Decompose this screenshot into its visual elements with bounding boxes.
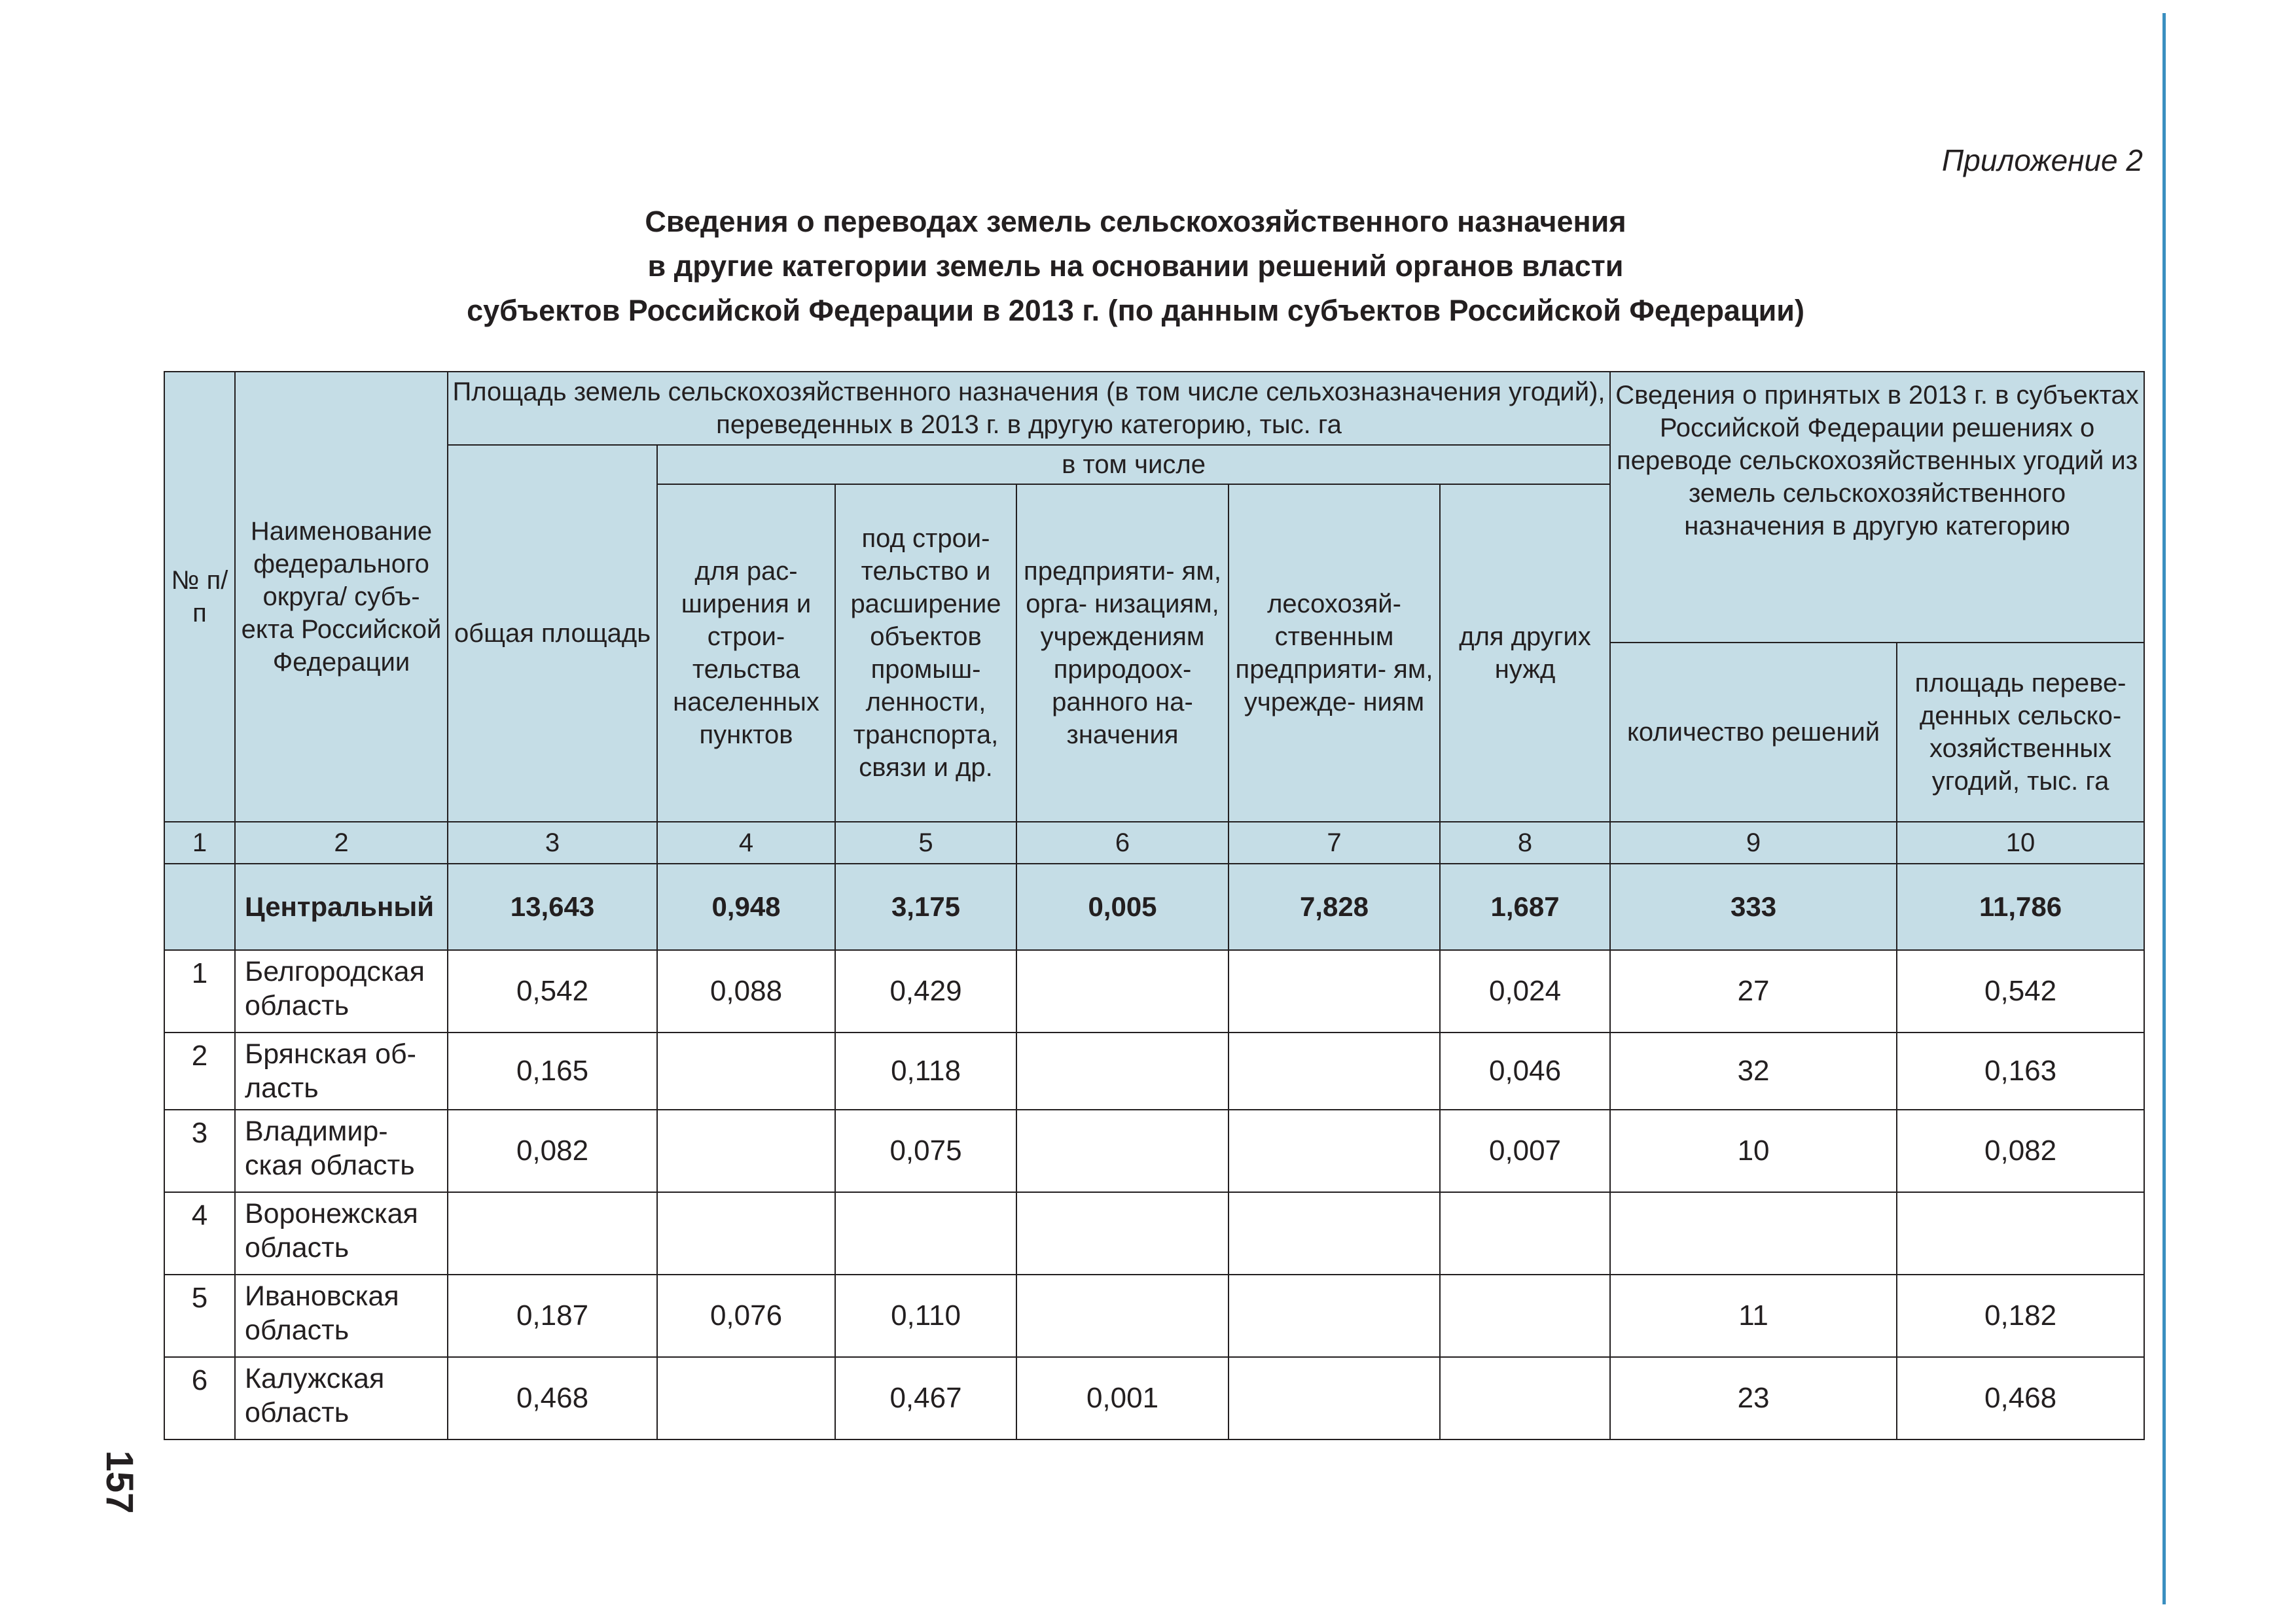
row-industry: 0,110 — [835, 1275, 1016, 1357]
row-decisions-area — [1897, 1192, 2144, 1275]
row-industry — [835, 1192, 1016, 1275]
header-total-area: общая площадь — [448, 445, 657, 822]
district-row — [164, 864, 2144, 950]
header-decisions-group: Сведения о принятых в 2013 г. в субъектах Российской Федерации решениях о переводе сельскохозяйственных угодий из земель сельскохозяйственного назначения в другую категорию — [1610, 372, 2144, 643]
title-line-3: субъектов Российской Федерации в 2013 г. (по данным субъектов Российской Федерации) — [467, 294, 1804, 327]
row-industry: 0,429 — [835, 950, 1016, 1033]
row-other — [1440, 1357, 1610, 1439]
row-decisions: 23 — [1610, 1357, 1897, 1439]
row-no: 2 — [164, 1033, 235, 1110]
row-region-name: Белгородская область — [235, 950, 448, 1033]
row-region-name: Брянская об- ласть — [235, 1033, 448, 1110]
district-settlements: 0,948 — [657, 864, 835, 950]
header-no: № п/п — [164, 372, 235, 822]
row-no: 5 — [164, 1275, 235, 1357]
row-region-name: Воронежская область — [235, 1192, 448, 1275]
header-forestry: лесохозяй- ственным предприяти- ям, учрежде- ниям — [1229, 484, 1440, 822]
district-industry: 3,175 — [835, 864, 1016, 950]
column-number: 2 — [235, 822, 448, 864]
row-no: 6 — [164, 1357, 235, 1439]
row-total: 0,542 — [448, 950, 657, 1033]
row-nature — [1016, 1033, 1229, 1110]
column-number: 10 — [1897, 822, 2144, 864]
row-total — [448, 1192, 657, 1275]
district-name: Центральный — [235, 864, 448, 950]
row-decisions-area: 0,182 — [1897, 1275, 2144, 1357]
row-forestry — [1229, 1192, 1440, 1275]
row-settlements — [657, 1110, 835, 1192]
row-region-name: Калужская область — [235, 1357, 448, 1439]
row-forestry — [1229, 1357, 1440, 1439]
row-other: 0,007 — [1440, 1110, 1610, 1192]
row-decisions-area: 0,163 — [1897, 1033, 2144, 1110]
row-settlements: 0,088 — [657, 950, 835, 1033]
table-row — [164, 1033, 2144, 1110]
row-nature — [1016, 950, 1229, 1033]
row-settlements — [657, 1357, 835, 1439]
row-other — [1440, 1275, 1610, 1357]
row-no: 3 — [164, 1110, 235, 1192]
row-decisions: 32 — [1610, 1033, 1897, 1110]
row-industry: 0,075 — [835, 1110, 1016, 1192]
row-settlements — [657, 1033, 835, 1110]
page-number: 157 — [98, 1450, 141, 1514]
row-region-name: Ивановская область — [235, 1275, 448, 1357]
column-number: 4 — [657, 822, 835, 864]
row-decisions-area: 0,082 — [1897, 1110, 2144, 1192]
row-forestry — [1229, 950, 1440, 1033]
header-including: в том числе — [657, 445, 1610, 484]
row-forestry — [1229, 1275, 1440, 1357]
row-decisions: 27 — [1610, 950, 1897, 1033]
row-decisions: 11 — [1610, 1275, 1897, 1357]
row-nature — [1016, 1110, 1229, 1192]
title-line-1: Сведения о переводах земель сельскохозяйственного назначения — [645, 205, 1626, 238]
row-total: 0,082 — [448, 1110, 657, 1192]
row-other — [1440, 1192, 1610, 1275]
row-settlements: 0,076 — [657, 1275, 835, 1357]
row-region-name: Владимир- ская область — [235, 1110, 448, 1192]
row-settlements — [657, 1192, 835, 1275]
row-other: 0,024 — [1440, 950, 1610, 1033]
row-nature — [1016, 1192, 1229, 1275]
district-decisions: 333 — [1610, 864, 1897, 950]
column-number: 3 — [448, 822, 657, 864]
column-number: 8 — [1440, 822, 1610, 864]
table-row — [164, 1110, 2144, 1192]
row-forestry — [1229, 1110, 1440, 1192]
column-number: 9 — [1610, 822, 1897, 864]
district-no — [164, 864, 235, 950]
header-other: для других нужд — [1440, 484, 1610, 822]
row-decisions — [1610, 1192, 1897, 1275]
column-number: 1 — [164, 822, 235, 864]
row-decisions-area: 0,468 — [1897, 1357, 2144, 1439]
header-area-group: Площадь земель сельскохозяйственного назначения (в том числе сельхозназначения угодий), переведенных в 2013 г. в другую категорию, тыс. га — [448, 372, 1610, 445]
header-nature: предприяти- ям, орга- низациям, учреждениям природоох- ранного на- значения — [1016, 484, 1229, 822]
table-row — [164, 1192, 2144, 1275]
header-decisions-count: количество решений — [1610, 643, 1897, 822]
appendix-label: Приложение 2 — [1941, 143, 2143, 177]
district-decisions-area: 11,786 — [1897, 864, 2144, 950]
header-decisions-area: площадь переве- денных сельско- хозяйственных угодий, тыс. га — [1897, 643, 2144, 822]
district-total: 13,643 — [448, 864, 657, 950]
row-no: 1 — [164, 950, 235, 1033]
row-nature: 0,001 — [1016, 1357, 1229, 1439]
right-margin-rule — [2162, 13, 2166, 1604]
column-number: 5 — [835, 822, 1016, 864]
column-number: 7 — [1229, 822, 1440, 864]
district-forestry: 7,828 — [1229, 864, 1440, 950]
table-row — [164, 1275, 2144, 1357]
header-settlements: для рас- ширения и строи- тельства населенных пунктов — [657, 484, 835, 822]
row-industry: 0,467 — [835, 1357, 1016, 1439]
column-number: 6 — [1016, 822, 1229, 864]
district-other: 1,687 — [1440, 864, 1610, 950]
header-industry: под строи- тельство и расширение объектов промыш- ленности, транспорта, связи и др. — [835, 484, 1016, 822]
title-line-2: в другие категории земель на основании решений органов власти — [647, 249, 1624, 283]
row-industry: 0,118 — [835, 1033, 1016, 1110]
row-no: 4 — [164, 1192, 235, 1275]
row-forestry — [1229, 1033, 1440, 1110]
row-nature — [1016, 1275, 1229, 1357]
document-title — [164, 200, 2108, 333]
row-other: 0,046 — [1440, 1033, 1610, 1110]
land-transfer-table — [164, 371, 2145, 1440]
row-decisions-area: 0,542 — [1897, 950, 2144, 1033]
table-row — [164, 950, 2144, 1033]
row-total: 0,468 — [448, 1357, 657, 1439]
district-nature: 0,005 — [1016, 864, 1229, 950]
table-row — [164, 1357, 2144, 1439]
row-total: 0,165 — [448, 1033, 657, 1110]
header-region-name: Наименование федерального округа/ субъ- екта Российской Федерации — [235, 372, 448, 822]
row-decisions: 10 — [1610, 1110, 1897, 1192]
row-total: 0,187 — [448, 1275, 657, 1357]
